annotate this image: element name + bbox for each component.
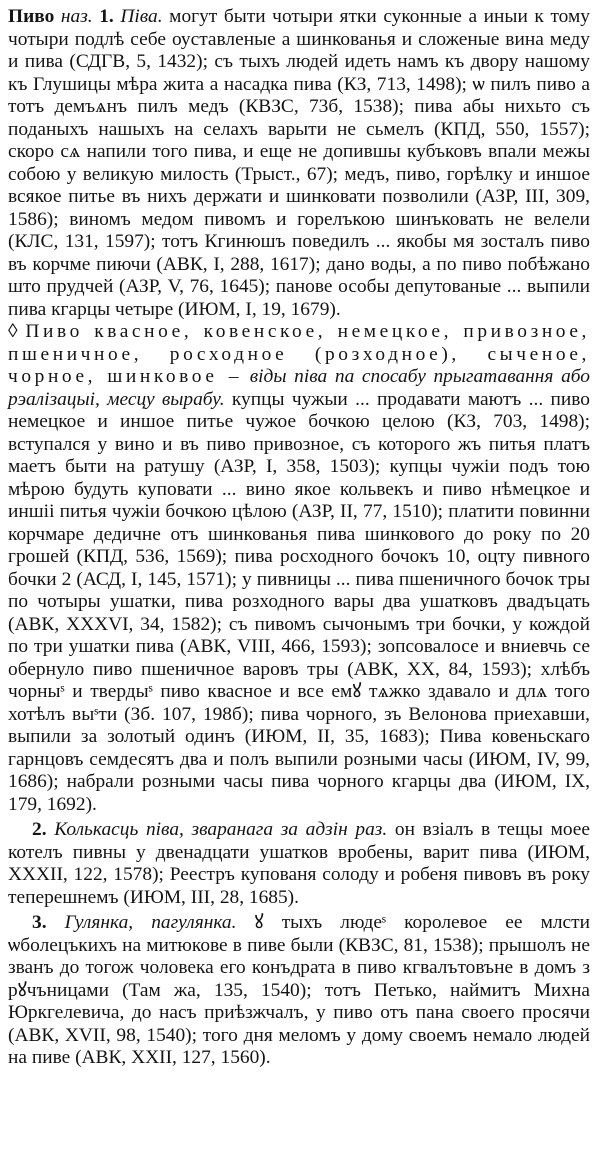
sense-3-citations: ꙋ тыхъ людеˢ королевое ее млсти ѡболецъкихъ на митюкове в пиве были (КВЗС, 81, 1538); прышолъ не званъ до тогож чоловека его конъдрата в пиво кгвалътовъне в домъ з рꙋчъницами (Там жа, 135, 1540); тотъ Петько, наймитъ Михна Юркгелевича, до насъ приѣзжчалъ, у пиво отъ пана своего просячи (АВК, XVII, 98, 1540); того дня меломъ у дому своемъ немало людей на пиве (АВК, XXII, 127, 1560). — [8, 912, 590, 1068]
sense-1-number: 1. — [99, 6, 114, 27]
subentry-definition: віды піва па спосабу прыгатавання або рэалізацыі, месцу вырабу. — [8, 366, 590, 410]
subentry-paragraph — [8, 321, 590, 816]
sense-2-definition: Колькасць піва, зваранага за адзін раз. — [54, 819, 388, 840]
headword: Пиво — [8, 6, 55, 27]
sense-1-paragraph — [8, 6, 590, 321]
sense-3-definition: Гулянка, пагулянка. — [64, 912, 237, 933]
diamond-icon: ◊ — [8, 321, 18, 342]
sense-1-definition: Піва. — [120, 6, 163, 27]
sense-2-citations: он взiалъ в тещы моее котелъ пивны у двенадцати ушатков вробены, варит пива (ИЮМ, XXXII, 122, 1578); Реестръ купованя солоду и робеня пивовъ въ року теперешнемъ (ИЮМ, III, 28, 1685). — [8, 819, 590, 908]
sense-2-number: 2. — [32, 819, 47, 840]
sense-3-number: 3. — [32, 912, 47, 933]
sense-1-citations: могут быти чотыри ятки суконные а иныи к тому чотыри подлѣ себе оуставленые а шинкованья и сложеные вина меду и пива (СДГВ, 5, 1432); съ тыхъ людей идеть намъ къ двору нашому къ Глушицы мѣра жита а насадка пива (КЗ, 713, 1498); ѡ пилъ пиво а тотъ демъѧнъ пилъ медъ (КВЗС, 73б, 1538); пива абы нихьто съ поданыхъ нашыхъ на селахъ варыти не сьмелъ (КПД, 550, 1557); скоро сѧ напили того пива, и еще не допившы кубъковъ впали межы собою у великую милость (Трыст., 67); медъ, пиво, горѣлку и иншое всякое питье въ нихъ держати и шинковати позволили (АЗР, III, 309, 1586); виномъ медом пивомъ и горелъкою шинъковать не велели (КЛС, 131, 1597); тотъ Кгинюшъ поведилъ ... якобы мя зосталъ пиво въ корчме пиючи (АВК, I, 288, 1617); дано воды, а по пиво побѣжано што прудчей (АЗР, V, 76, 1645); панове особы депутованые ... выпили пива кгарцы четыре (ИЮМ, I, 19, 1679). — [8, 6, 590, 320]
subentry-phrases: Пиво квасное, ковенское, немецкое, привозное, пшеничное, росходное (розходное), сыченое, чорное, шинковое – — [8, 321, 590, 387]
subentry-citations: купцы чужыи ... продавати маютъ ... пиво немецкое и иншое питье чужое бочкою целою (КЗ, 703, 1498); вступался у вино и въ пиво привозное, съ которого жъ питья платъ маетъ быти на ратушу (АЗР, I, 358, 1503); купцы чужiи подъ тою мѣрою будуть куповати ... вино якое кольвекъ и пиво нѣмецкое и иншii питья чужiи бочкою цѣлою (АЗР, II, 77, 1510); платити повинни корчмаре дедичне отъ шинкованья пива шинкового до року по 20 грошей (КПД, 536, 1569); пива росходного бочокъ 10, оцту пивного бочки 2 (АСД, I, 145, 1571); у пивницы ... пива пшеничного бочок тры по чотыры ушатки, пива розходного вары два ушатковъ двадъцать (АВК, XXXVI, 34, 1582); съ пивомъ сычонымъ три бочки, у кождой по три ушатки пива (АВК, VIII, 466, 1593); зопсовалосе и вниевчь се обернуло пиво пшеничное варовъ тры (АВК, XX, 84, 1593); хлѣбъ чорныˢ и твердыˢ пиво квасное и все емꙋ тѧжко здавало и длѧ того хотѣлъ выˢти (Зб. 107, 198б); пива чорного, зъ Велонова приехавши, выпили за золотый одинъ (ИЮМ, II, 35, 1683); Пива ковеньскаго гарнцовъ семдесятъ два и полъ выпили розными часы (ИЮМ, IV, 99, 1686); набрали розными часы пива чорного кгарцы два (ИЮМ, IX, 179, 1692). — [8, 388, 590, 815]
sense-2-paragraph — [8, 819, 590, 909]
grammar-label: наз. — [60, 6, 93, 27]
sense-3-paragraph — [8, 912, 590, 1070]
